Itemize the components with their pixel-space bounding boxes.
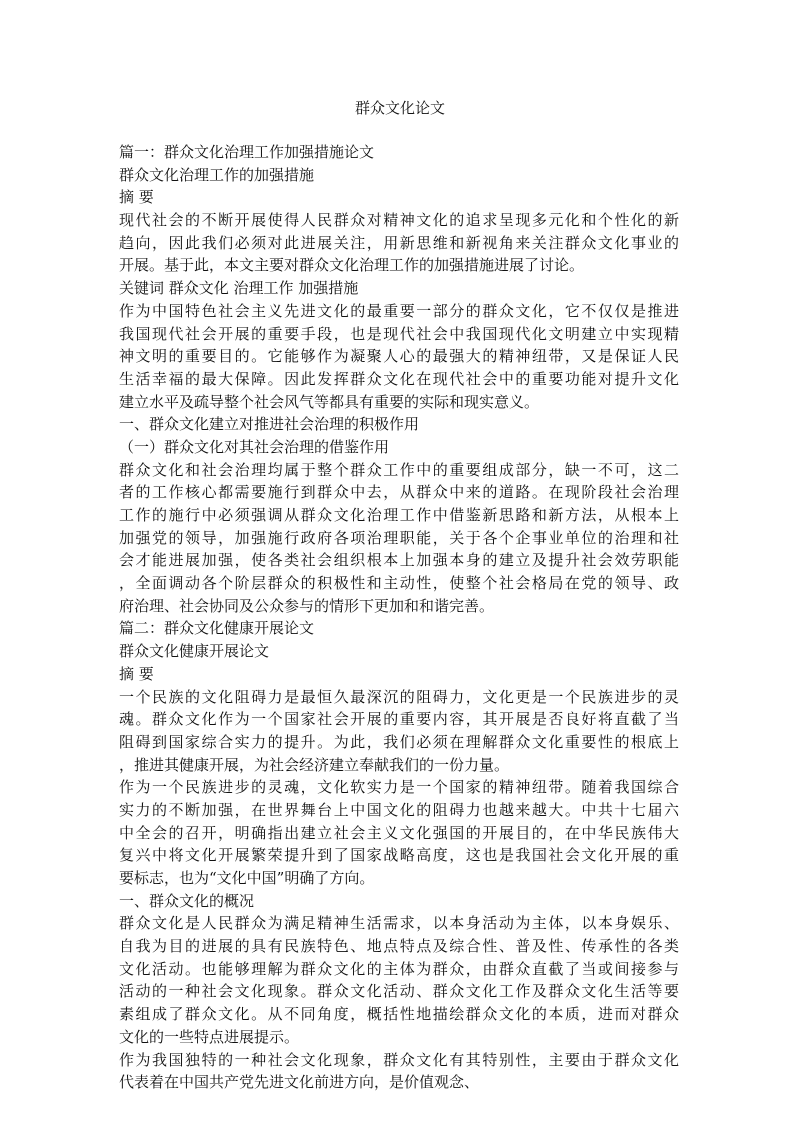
paragraph-line: 我国现代社会开展的重要手段，也是现代社会中我国现代化文明建立中实现精 (119, 324, 679, 343)
paragraph-line: 阻碍到国家综合实力的提升。为此，我们必须在理解群众文化重要性的根底上 (119, 732, 679, 751)
paragraph-line: 素组成了群众文化。从不同角度，概括性地描绘群众文化的本质，进而对群众 (119, 1005, 679, 1024)
subsection-heading: 一、群众文化的概况 (119, 891, 255, 910)
abstract-heading: 摘 要 (119, 664, 154, 683)
document-title: 群众文化论文 (354, 99, 445, 117)
paragraph-line: 趋向，因此我们必须对此进展关注，用新思维和新视角来关注群众文化事业的 (119, 233, 679, 252)
paragraph-line: 活动的一种社会文化现象。群众文化活动、群众文化工作及群众文化生活等要 (119, 982, 679, 1001)
document-body (119, 141, 679, 1094)
article-title: 群众文化治理工作的加强措施 (119, 165, 315, 184)
paragraph-line: ，推进其健康开展，为社会经济建立奉献我们的一份力量。 (119, 755, 510, 774)
paragraph-line: 者的工作核心都需要施行到群众中去，从群众中来的道路。在现阶段社会治理 (119, 483, 679, 502)
paragraph-line: 魂。群众文化作为一个国家社会开展的重要内容，其开展是否良好将直截了当 (119, 710, 679, 729)
paragraph-line: 文化活动。也能够理解为群众文化的主体为群众，由群众直截了当或间接参与 (119, 959, 679, 978)
abstract-heading: 摘 要 (119, 188, 154, 207)
paragraph-line: 实力的不断加强，在世界舞台上中国文化的阻碍力也越来越大。中共十七届六 (119, 800, 679, 819)
paragraph-line: 自我为目的进展的具有民族特色、地点特点及综合性、普及性、传承性的各类 (119, 937, 679, 956)
section-heading: 篇一：群众文化治理工作加强措施论文 (119, 143, 375, 161)
paragraph-line: 作为中国特色社会主义先进文化的最重要一部分的群众文化，它不仅仅是推进 (119, 301, 679, 320)
paragraph-line: 代表着在中国共产党先进文化前进方向，是价值观念、 (119, 1073, 480, 1092)
paragraph-line: 中全会的召开，明确指出建立社会主义文化强国的开展目的，在中华民族伟大 (119, 823, 679, 842)
paragraph-line: 开展。基于此，本文主要对群众文化治理工作的加强措施进展了讨论。 (119, 256, 585, 275)
paragraph-line: 工作的施行中必须强调从群众文化治理工作中借鉴新思路和新方法，从根本上 (119, 506, 679, 524)
paragraph-line: 文化的一些特点进展提示。 (119, 1027, 300, 1046)
keywords-line: 关键词 群众文化 治理工作 加强措施 (119, 279, 359, 298)
paragraph-line: 府治理、社会协同及公众参与的情形下更加和和谐完善。 (119, 596, 495, 615)
paragraph-line: 作为一个民族进步的灵魂，文化软实力是一个国家的精神纽带。随着我国综合 (119, 778, 679, 797)
paragraph-line: 群众文化是人民群众为满足精神生活需求，以本身活动为主体，以本身娱乐、 (119, 914, 679, 933)
subsection-heading: （一）群众文化对其社会治理的借鉴作用 (119, 437, 390, 456)
article-title: 群众文化健康开展论文 (119, 642, 270, 661)
paragraph-line: 要标志，也为“文化中国”明确了方向。 (119, 869, 375, 887)
paragraph-line: 一个民族的文化阻碍力是最恒久最深沉的阻碍力，文化更是一个民族进步的灵 (119, 687, 679, 706)
paragraph-line: 生活幸福的最大保障。因此发挥群众文化在现代社会中的重要功能对提升文化 (119, 369, 679, 388)
paragraph-line: ，全面调动各个阶层群众的积极性和主动性，使整个社会格局在党的领导、政 (119, 574, 679, 593)
paragraph-line: 会才能进展加强，使各类社会组织根本上加强本身的建立及提升社会效劳职能 (119, 551, 679, 570)
paragraph-line: 群众文化和社会治理均属于整个群众工作中的重要组成部分，缺一不可，这二 (119, 460, 679, 479)
subsection-heading: 一、群众文化建立对推进社会治理的积极作用 (119, 415, 420, 434)
section-heading: 篇二：群众文化健康开展论文 (119, 619, 315, 638)
paragraph-line: 建立水平及疏导整个社会风气等都具有重要的实际和现实意义。 (119, 392, 540, 411)
paragraph-line: 复兴中将文化开展繁荣提升到了国家战略高度，这也是我国社会文化开展的重 (119, 846, 679, 865)
paragraph-line: 作为我国独特的一种社会文化现象，群众文化有其特别性，主要由于群众文化 (119, 1050, 679, 1069)
paragraph-line: 现代社会的不断开展使得人民群众对精神文化的追求呈现多元化和个性化的新 (119, 211, 679, 230)
paragraph-line: 神文明的重要目的。它能够作为凝聚人心的最强大的精神纽带，又是保证人民 (119, 347, 679, 366)
paragraph-line: 加强党的领导，加强施行政府各项治理职能，关于各个企事业单位的治理和社 (119, 528, 679, 547)
